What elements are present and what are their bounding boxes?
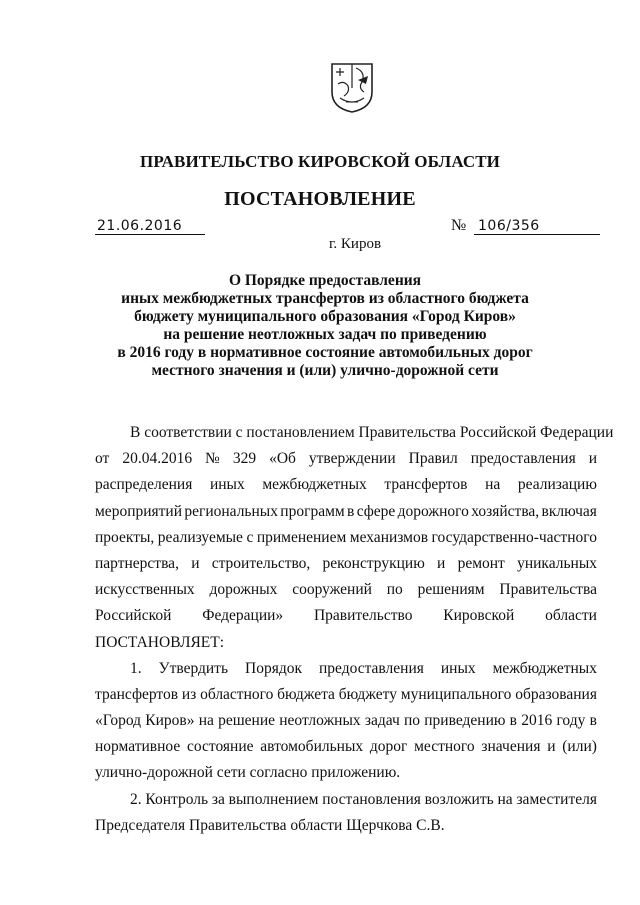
word: решениям [417,581,485,599]
word: значения [481,738,541,756]
word: бюджету [338,685,397,703]
body-line [95,551,597,577]
title-line: на решение неотложных задач по приведению [163,326,487,343]
city: г. Киров [328,236,382,252]
body-line [95,603,597,629]
word: из [181,685,197,703]
word: предоставления [470,450,576,468]
word: Кировской [443,607,515,625]
word: году [556,712,586,730]
word: на [485,476,501,494]
item-1-paragraph [95,656,597,787]
word: уникальных [517,554,597,572]
word: № [205,450,220,468]
word: муниципального [400,685,512,703]
word: и [437,554,446,572]
word: предоставления [318,659,424,677]
word: на [198,712,214,730]
title-line: бюджету муниципального образования «Город Киров» [134,308,516,325]
word: применением [256,528,347,546]
word: неотложных [279,712,361,730]
word: «Город [95,712,142,730]
body-line [95,499,597,525]
word: выполнением [228,790,319,808]
word: дорожного [397,502,469,520]
word: программ [280,502,345,520]
word: реконструкцию [322,554,425,572]
word: сооружений [292,581,372,599]
word: включая [541,502,597,520]
document-body [95,420,614,839]
word: в [509,712,517,730]
word: трансфертов [95,685,179,703]
document-title [80,272,570,380]
body-line [95,734,597,760]
word: партнерства, [95,554,179,572]
word: 2016 [521,712,553,730]
word: государственно-частного [431,528,597,546]
body-line [95,787,597,813]
word: на [497,790,513,808]
word: и [547,738,556,756]
word: проекты, [95,528,155,546]
word: сфере [356,502,396,520]
word: реализацию [517,476,597,494]
word: автомобильных [260,738,364,756]
word: дорожных [209,581,278,599]
word: строительство, [211,554,311,572]
word: механизмов [349,528,429,546]
body-line: В соответствии с постановлением Правительства Российской Федерации [130,424,614,441]
word: и [588,450,597,468]
word: иных [440,659,476,677]
document-number: 106/356 [474,218,600,235]
word: утверждении [308,450,396,468]
word: в [347,502,355,520]
word: (или) [562,738,597,756]
word: в [589,712,597,730]
word: реализуемые [157,528,243,546]
title-line: О Порядке предоставления [228,272,422,289]
body-line [95,472,597,498]
word: Порядок [245,659,302,677]
word: от [95,450,110,468]
word: иных [209,476,245,494]
word: 2. [130,790,142,808]
title-line: в 2016 году в нормативное состояние автомобильных дорог [117,344,533,361]
word: Правительства [499,581,597,599]
document-date: 21.06.2016 [95,218,205,235]
word: Федерации» [202,607,284,625]
word: нормативное [95,738,181,756]
word: 1. [130,659,142,677]
word: области [545,607,597,625]
word: бюджета [277,685,335,703]
word: приведению [424,712,506,730]
word: с [246,528,254,546]
preamble-paragraph [95,420,614,656]
kirov-oblast-coat-of-arms-icon [328,58,376,114]
word: по [386,581,403,599]
word: межбюджетных [262,476,367,494]
word: Киров» [145,712,195,730]
word: за [211,790,225,808]
word: хозяйства, [471,502,540,520]
body-line: Председателя Правительства области Щерчкова С.В. [95,816,445,834]
body-line: ПОСТАНОВЛЯЕТ: [95,633,225,651]
word: искусственных [95,581,195,599]
body-line [95,525,597,551]
word: мероприятий [95,502,183,520]
title-line: местного значения и (или) улично-дорожной сети [151,362,499,379]
body-line [95,446,597,472]
word: «Об [269,450,296,468]
item-2-paragraph [95,787,597,839]
word: Контроль [145,790,209,808]
body-line [95,708,597,734]
word: возложить [424,790,494,808]
word: по [404,712,421,730]
word: распределения [95,476,193,494]
word: решение [218,712,276,730]
word: постановления [322,790,421,808]
title-line: иных межбюджетных трансфертов из областного бюджета [121,290,529,307]
body-line [95,577,597,603]
word: 20.04.2016 [122,450,193,468]
word: заместителя [516,790,597,808]
word: межбюджетных [492,659,597,677]
word: Правил [408,450,458,468]
organization-name: ПРАВИТЕЛЬСТВО КИРОВСКОЙ ОБЛАСТИ [140,152,500,171]
word: местного [414,738,475,756]
word: трансфертов [384,476,468,494]
body-line [95,682,597,708]
word: образования [515,685,597,703]
word: Российской [95,607,172,625]
word: 329 [232,450,257,468]
word: ремонт [457,554,505,572]
word: Правительство [313,607,413,625]
body-line [95,656,597,682]
word: задач [364,712,400,730]
word: дорог [369,738,408,756]
word: Утвердить [158,659,229,677]
word: областного [200,685,274,703]
document-type: ПОСТАНОВЛЕНИЕ [224,188,416,210]
word: региональных [184,502,278,520]
number-sign: № [451,217,467,234]
word: и [191,554,200,572]
word: состояние [187,738,254,756]
body-line: улично-дорожной сети согласно приложению. [95,764,401,782]
